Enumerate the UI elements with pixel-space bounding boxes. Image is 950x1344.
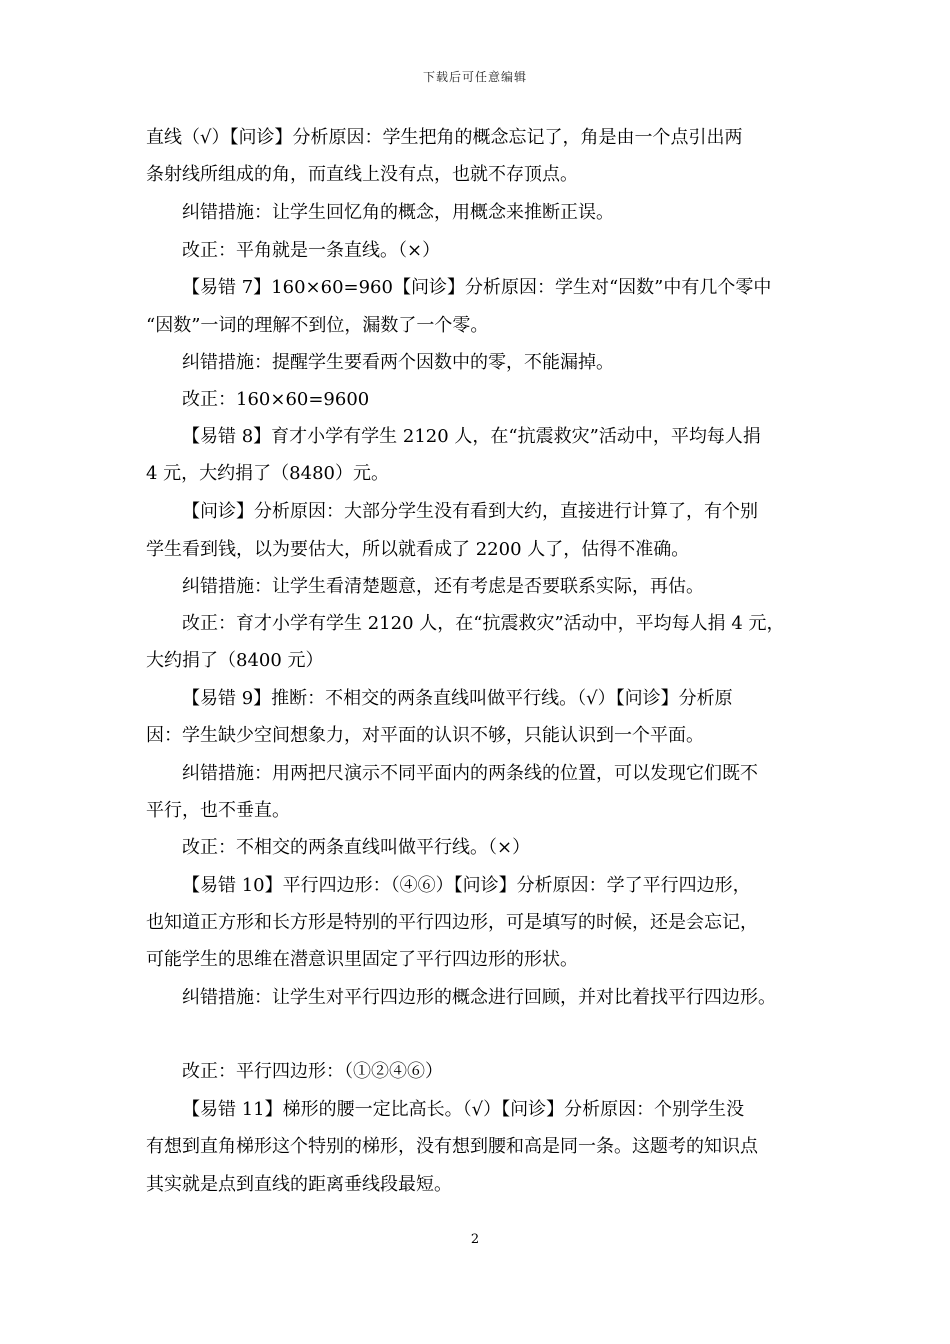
text-line: 【易错 7】160×60=960【问诊】分析原因：学生对“因数”中有几个零中 xyxy=(182,277,772,298)
text-line: “因数”一词的理解不到位，漏数了一个零。 xyxy=(146,315,489,336)
text-line: 纠错措施：用两把尺演示不同平面内的两条线的位置，可以发现它们既不 xyxy=(182,763,758,784)
text-line: 【易错 11】梯形的腰一定比高长。（√）【问诊】分析原因：个别学生没 xyxy=(182,1099,745,1120)
text-line: 纠错措施：让学生对平行四边形的概念进行回顾，并对比着找平行四边形。 xyxy=(182,987,776,1008)
text-line: 学生看到钱，以为要估大，所以就看成了 2200 人了，估得不准确。 xyxy=(146,539,690,560)
text-line: 改正：平行四边形：（①②④⑥） xyxy=(182,1061,443,1082)
text-line: 直线（√）【问诊】分析原因：学生把角的概念忘记了，角是由一个点引出两 xyxy=(146,127,743,148)
text-line: 改正：平角就是一条直线。（×） xyxy=(182,240,441,261)
text-line: 【易错 8】育才小学有学生 2120 人，在“抗震救灾”活动中，平均每人捐 xyxy=(182,426,761,447)
text-line: 因：学生缺少空间想象力，对平面的认识不够，只能认识到一个平面。 xyxy=(146,725,704,746)
page-header: 下载后可任意编辑 xyxy=(422,70,527,84)
text-line: 【问诊】分析原因：大部分学生没有看到大约，直接进行计算了，有个别 xyxy=(182,501,758,522)
text-line: 其实就是点到直线的距离垂线段最短。 xyxy=(146,1174,452,1195)
text-line: 有想到直角梯形这个特别的梯形，没有想到腰和高是同一条。这题考的知识点 xyxy=(146,1136,758,1157)
text-line: 改正：不相交的两条直线叫做平行线。（×） xyxy=(182,837,531,858)
text-line: 纠错措施：提醒学生要看两个因数中的零，不能漏掉。 xyxy=(182,352,614,373)
text-line: 纠错措施：让学生回忆角的概念，用概念来推断正误。 xyxy=(182,202,614,223)
text-line: 【易错 9】推断：不相交的两条直线叫做平行线。（√）【问诊】分析原 xyxy=(182,688,733,709)
text-line: 大约捐了（8400 元） xyxy=(146,650,324,671)
text-line: 纠错措施：让学生看清楚题意，还有考虑是否要联系实际，再估。 xyxy=(182,576,704,597)
text-line: 4 元，大约捐了（8480）元。 xyxy=(146,463,389,484)
text-line: 也知道正方形和长方形是特别的平行四边形，可是填写的时候，还是会忘记， xyxy=(146,912,758,933)
text-line: 可能学生的思维在潜意识里固定了平行四边形的形状。 xyxy=(146,949,578,970)
text-line: 改正：160×60=9600 xyxy=(182,389,370,410)
page-number: 2 xyxy=(470,1232,480,1247)
text-line: 【易错 10】平行四边形：（④⑥）【问诊】分析原因：学了平行四边形， xyxy=(182,875,751,896)
text-line: 条射线所组成的角，而直线上没有点，也就不存顶点。 xyxy=(146,164,578,185)
text-line: 平行，也不垂直。 xyxy=(146,800,290,821)
text-line: 改正：育才小学有学生 2120 人，在“抗震救灾”活动中，平均每人捐 4 元， xyxy=(182,613,785,634)
